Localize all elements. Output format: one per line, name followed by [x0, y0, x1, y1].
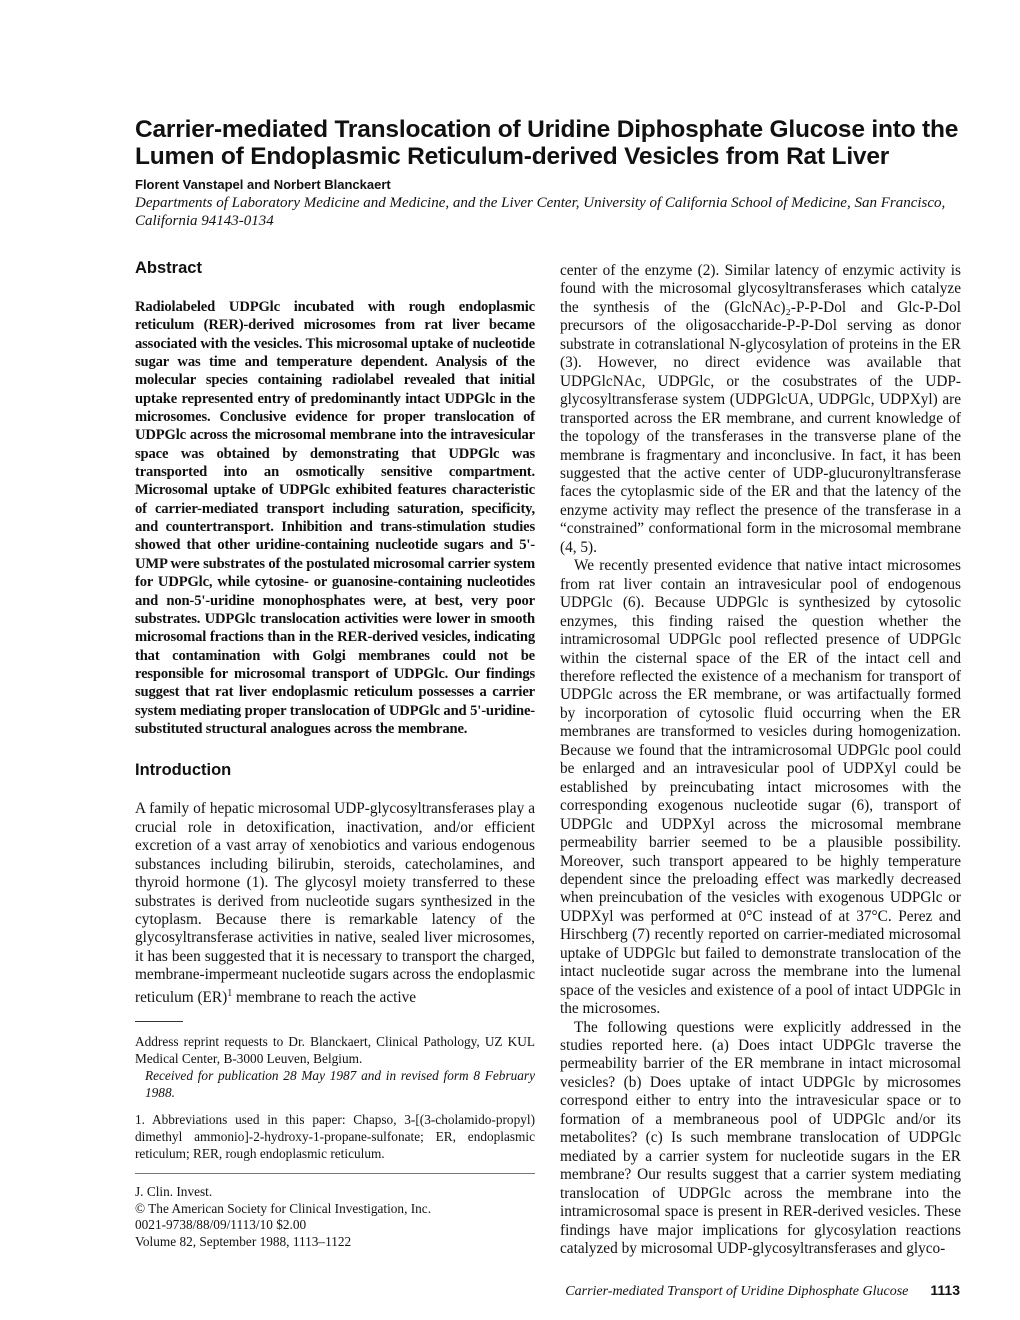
journal-divider	[135, 1173, 535, 1174]
page-number: 1113	[930, 1282, 960, 1298]
left-column	[135, 254, 535, 1251]
abbreviations-footnote: 1. Abbreviations used in this paper: Chapso, 3-[(3-cholamido-propyl) dimethyl ammonio]-2-hydroxy-1-propane-sulfonate; ER, endoplasmic reticulum; RER, rough endoplasmic reticulum.	[135, 1111, 535, 1161]
footnote-marker: 1	[227, 987, 233, 999]
running-title: Carrier-mediated Transport of Uridine Diphosphate Glucose	[565, 1284, 909, 1299]
author-affiliation: Departments of Laboratory Medicine and Medicine, and the Liver Center, University of California School of Medicine, San Francisco, California 94143-0134	[135, 195, 946, 229]
journal-issn: 0021-9738/88/09/1113/10 $2.00	[135, 1217, 307, 1233]
journal-copyright: © The American Society for Clinical Investigation, Inc.	[135, 1200, 432, 1216]
page-footer	[560, 1282, 960, 1300]
introduction-paragraph	[135, 800, 535, 1007]
journal-volume: Volume 82, September 1988, 1113–1122	[135, 1234, 352, 1250]
footnotes	[135, 1021, 535, 1162]
reprint-address: Address reprint requests to Dr. Blanckaert, Clinical Pathology, UZ KUL Medical Center, B-3000 Leuven, Belgium.	[135, 1034, 535, 1067]
introduction-paragraph: center of the enzyme (2). Similar latency of enzymic activity is found with the microsomal glycosyltransferases which catalyze the synthesis of the (GlcNAc)₂-P-P-Dol and Glc-P-Dol precursors of the oligosaccharide-P-P-Dol serving as donor substrate in cotranslational N-glycosylation of proteins in the ER (3). However, no direct evidence was available that UDPGlcNAc, UDPGlc, or the cosubstrates of the UDP-glycosyltransferase system (UDPGlcUA, UDPGlc, UDPXyl) are transported across the ER membrane, and current knowledge of the topology of the transferases in the transverse plane of the membrane is fragmentary and inconclusive. In fact, it has been suggested that the active center of UDP-glucuronyltransferase faces the cytoplasmic side of the ER and that the latency of the enzyme activity may reflect the presence of the transferase in a “constrained” conformational form in the microsomal membrane (4, 5).	[560, 262, 961, 556]
footnote-divider	[135, 1021, 183, 1022]
abstract-heading: Abstract	[135, 259, 202, 277]
article-title: Carrier-mediated Translocation of Uridine Diphosphate Glucose into the Lumen of Endoplasmic Reticulum-derived Vesicles from Rat Liver	[135, 116, 959, 170]
received-dates: Received for publication 28 May 1987 and in revised form 8 February 1988.	[145, 1068, 535, 1101]
introduction-paragraph: We recently presented evidence that native intact microsomes from rat liver contain an intravesicular pool of endogenous UDPGlc (6). Because UDPGlc is synthesized by cytosolic enzymes, this finding raised the question whether the intramicrosomal UDPGlc pool reflected presence of UDPGlc within the cisternal space of the ER of the intact cell and therefore reflected the existence of a mechanism for transport of UDPGlc across the ER membrane, or was artifactually formed by incorporation of cytosolic fluid occurring when the ER membranes are transformed to vesicles during homogenization. Because we found that the intramicrosomal UDPGlc pool could be enlarged and an intravesicular pool of UDPXyl could be established by preincubating intact microsomes with the corresponding exogenous nucleotide sugar (6), transport of UDPGlc and UDPXyl across the microsomal membrane permeability barrier seemed to be a plausible possibility. Moreover, such transport appeared to be highly temperature dependent since the preloading effect was markedly decreased when preincubation of the vesicles with exogenous UDPGlc or UDPXyl was performed at 0°C instead of at 37°C. Perez and Hirschberg (7) recently reported on carrier-mediated microsomal uptake of UDPGlc but failed to demonstrate translocation of the intact nucleotide sugar across the membrane into the lumenal space of the vesicles and existence of a pool of intact UDPGlc in the microsomes.	[560, 557, 961, 1018]
introduction-heading: Introduction	[135, 761, 232, 780]
author-list: Florent Vanstapel and Norbert Blanckaert	[135, 177, 391, 192]
abstract-body: Radiolabeled UDPGlc incubated with rough endoplasmic reticulum (RER)-derived microsomes from rat liver became associated with the vesicles. This microsomal uptake of nucleotide sugar was time and temperature dependent. Analysis of the molecular species containing radiolabel revealed that initial uptake represented entry of predominantly intact UDPGlc in the microsomes. Conclusive evidence for proper translocation of UDPGlc across the microsomal membrane into the intravesicular space was obtained by demonstrating that UDPGlc was transported into an osmotically sensitive compartment. Microsomal uptake of UDPGlc exhibited features characteristic of carrier-mediated transport including saturation, specificity, and countertransport. Inhibition and trans-stimulation studies showed that other uridine-containing nucleotide sugars and 5'-UMP were substrates of the postulated microsomal carrier system for UDPGlc, while cytosine- or guanosine-containing nucleotides and non-5'-uridine monophosphates were, at best, very poor substrates. UDPGlc translocation activities were lower in smooth microsomal fractions than in the RER-derived vesicles, indicating that contamination with Golgi membranes could not be responsible for microsomal transport of UDPGlc. Our findings suggest that rat liver endoplasmic reticulum possesses a carrier system mediating proper translocation of UDPGlc and 5'-uridine-substituted structural analogues across the membrane.	[135, 299, 535, 737]
introduction-paragraph: The following questions were explicitly addressed in the studies reported here. (a) Does intact UDPGlc traverse the permeability barrier of the ER membrane in intact microsomal vesicles? (b) Does uptake of intact UDPGlc by microsomes correspond either to entry into the intravesicular space or to formation of a membraneous pool of UDPGlc and/or its metabolites? (c) Is such membrane translocation of UDPGlc mediated by a carrier system for nucleotide sugars in the ER membrane? Our results suggest that a carrier system mediating translocation of UDPGlc across the membrane into the intramicrosomal space is present in RER-derived vesicles. These findings have major implications for glycosylation reactions catalyzed by microsomal UDP-glycosyltransferases and glyco-	[560, 1018, 961, 1258]
journal-name: J. Clin. Invest.	[135, 1183, 213, 1199]
introduction-text-part1: A family of hepatic microsomal UDP-glycosyltransferases play a crucial role in detoxification, inactivation, and/or efficient excretion of a vast array of xenobiotics and various endogenous substances including bilirubin, steroids, catecholamines, and thyroid hormone (1). The glycosyl moiety transferred to these substrates is derived from nucleotide sugars synthesized in the cytoplasm. Because there is remarkable latency of the glycosyltransferase activities in native, sealed liver microsomes, it has been suggested that it is necessary to transport the charged, membrane-impermeant nucleotide sugars across the endoplasmic reticulum (ER)	[135, 800, 535, 1006]
right-column	[560, 262, 961, 1258]
journal-info	[135, 1184, 535, 1252]
introduction-text-part2: membrane to reach the active	[232, 988, 417, 1006]
